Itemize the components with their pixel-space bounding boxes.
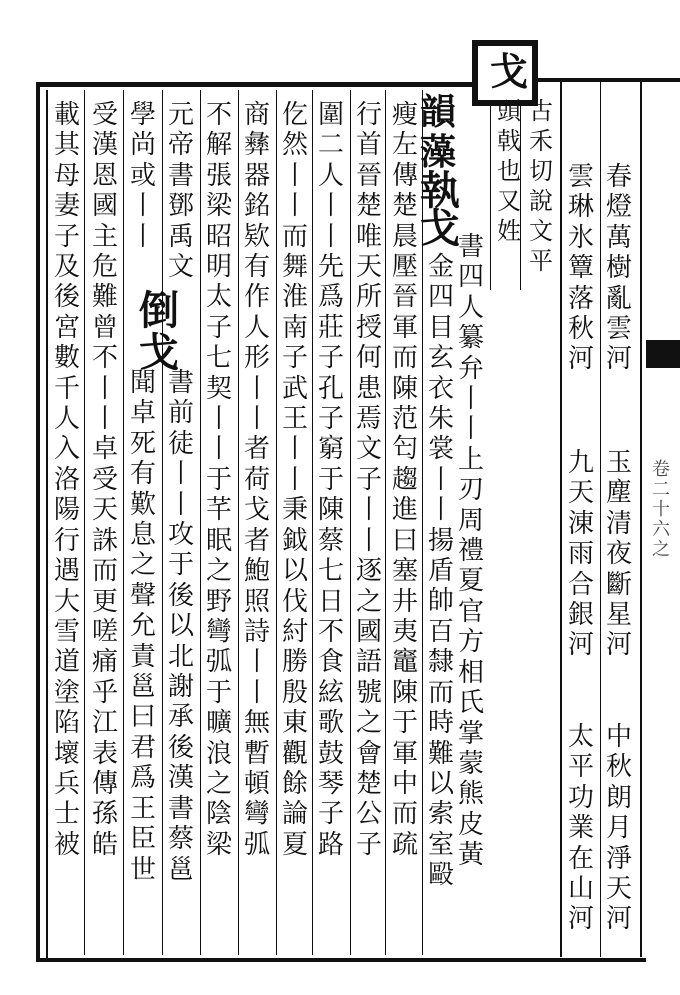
entry-heading-zhi-ge: 執戈 (420, 167, 460, 252)
text-column: 頭戟也又姓 (497, 97, 521, 245)
divider (350, 90, 351, 955)
text-column: 受漢恩國主危難曾不丨丨卓受天誅而更嗟痛乎江表傳孫皓 (91, 100, 118, 860)
text-column: 不解張梁昭明太子七契丨丨于芊眠之野彎弧于曠浪之陰梁 (205, 100, 232, 860)
poem-line: 九天涷雨合銀河 (567, 448, 594, 661)
divider (84, 90, 85, 955)
poem-line: 中秋朗月淨天河 (605, 722, 632, 935)
edge-mark (646, 340, 680, 368)
frame-inner-left (46, 90, 48, 960)
divider (490, 100, 491, 290)
volume-label: 卷二十六之 (652, 459, 670, 560)
entry-heading-dao-ge: 倒戈 (139, 287, 179, 376)
divider-thick (560, 82, 562, 957)
text-column: 行首晉楚唯天所授何患焉文子丨丨逐之國語號之會楚公子 (355, 100, 382, 860)
header-char: 戈 (490, 49, 529, 94)
divider (123, 90, 124, 955)
divider (162, 90, 163, 955)
text-column: 聞卓死有歎息之聲允責邕曰君爲王臣世 (129, 368, 156, 885)
text-column: 仡然丨丨而舞淮南子武王丨丨秉鉞以伐紂勝殷東觀餘論夏 (281, 100, 308, 860)
frame-left (36, 82, 40, 962)
text-column: 元帝書鄧禹文 (167, 100, 194, 283)
poem-line: 玉塵清夜斷星河 (605, 448, 632, 661)
text-column: 書四人纂弁丨丨上刃周禮夏官方相氏掌蒙熊皮黃 (457, 232, 484, 871)
divider (200, 90, 201, 955)
text-column: 學尚或丨丨 (129, 100, 156, 252)
poem-line: 春燈萬樹亂雲河 (605, 162, 632, 375)
poem-line: 太平功業在山河 (567, 722, 594, 935)
text-column: 書前徒丨丨攻于後以北謝承後漢書蔡邕 (167, 368, 194, 885)
text-column: 瘦左傳楚晨壓晉軍而陳范匄趨進曰塞井夷竈陳于軍中而疏 (391, 100, 418, 860)
divider (385, 90, 386, 955)
text-column: 古禾切說文平 (529, 97, 553, 275)
divider-right (640, 82, 642, 957)
divider (238, 90, 239, 955)
divider (600, 82, 601, 957)
frame-top-left (36, 82, 476, 87)
text-column: 載其母妻子及後宮數千人入洛陽行遇大雪道塗陷壞兵士被 (53, 100, 80, 860)
section-heading-yunzao: 韻藻 (419, 91, 456, 173)
text-column: 圍二人丨丨先爲莊子孔子窮于陳蔡七日不食絃歌鼓琴子路 (317, 100, 344, 860)
divider (312, 90, 313, 955)
text-column: 商彝器銘欵有作人形丨丨者荷戈者鮑照詩丨丨無暫頓彎弧 (243, 100, 270, 860)
frame-bottom (36, 958, 646, 962)
text-column: 金四目玄衣朱裳丨丨揚盾帥百隸而時難以索室毆 (427, 252, 454, 891)
divider (276, 90, 277, 955)
poem-line: 雲琳氷簟落秋河 (567, 162, 594, 375)
